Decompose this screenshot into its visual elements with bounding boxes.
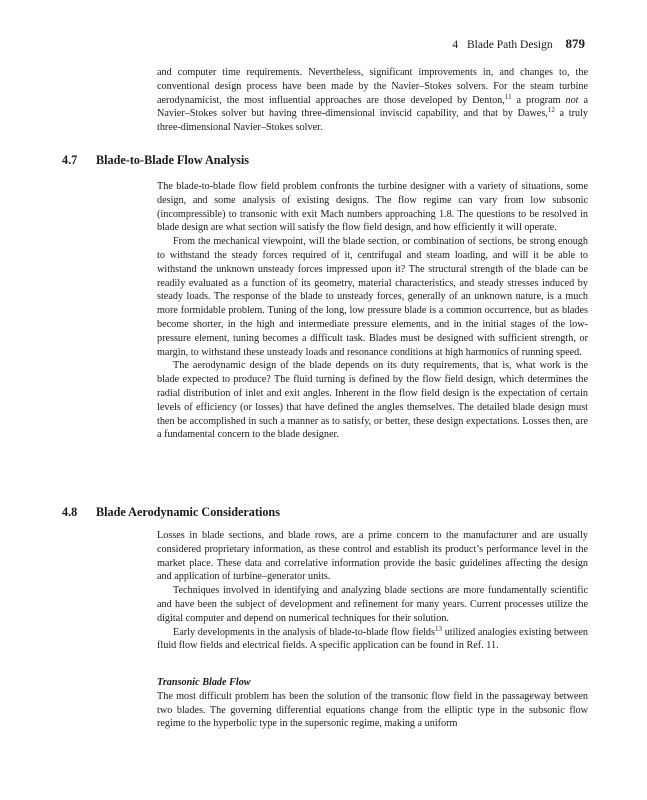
chapter-number: 4 <box>452 39 459 51</box>
paragraph: The aerodynamic design of the blade depends on its duty requirements, that is, what work is the blade expected to produce? The fluid turning is defined by the flow field design, which determines the radial distribution of inlet and exit angles. Inherent in the flow field design is the expectation of certain levels of efficiency (or losses) that have defined the angles themselves. The detailed blade design must then be accomplished in such a manner as to satisfy, or better, these design expectations. Losses then, are a fundamental concern to the blade designer. <box>157 360 588 441</box>
text: Early developments in the analysis of blade-to-blade flow fields <box>173 626 435 638</box>
section-number: 4.7 <box>62 153 78 167</box>
section-number: 4.8 <box>62 505 78 519</box>
reference-mark: 11 <box>504 92 512 101</box>
paragraph <box>157 626 588 654</box>
page-number: 879 <box>565 36 585 51</box>
subsection-heading: Transonic Blade Flow <box>157 677 251 688</box>
paragraph: The blade-to-blade flow field problem confronts the turbine designer with a variety of situations, some design, and some analysis of existing designs. The flow regime can vary from low subsonic (incompressible) to transonic with exit Mach numbers approaching 1.8. The questions to be resolved in blade design are what section will satisfy the flow field design, and how efficiently it will operate. <box>157 181 588 234</box>
reference-mark: 13 <box>435 624 442 633</box>
emphasis: not <box>565 94 579 106</box>
subsection <box>157 676 588 731</box>
running-head <box>452 36 585 52</box>
section-title: Blade Aerodynamic Considerations <box>96 505 280 519</box>
section-body <box>157 529 588 653</box>
text: a truly three-dimensional Navier–Stokes solver. <box>157 108 588 134</box>
text: a program <box>511 94 566 106</box>
section-heading <box>62 505 280 520</box>
paragraph: Techniques involved in identifying and analyzing blade sections are more fundamentally scientific and have been the subject of development and refinement for many years. Current processes utilize the digital computer and depend on numerical techniques for their solution. <box>157 585 588 624</box>
text: utilized analogies existing between fluid flow fields and electrical fields. A specific application can be found in Ref. 11. <box>157 626 588 652</box>
reference-mark: 12 <box>547 106 555 115</box>
paragraph <box>157 66 588 135</box>
paragraph: Losses in blade sections, and blade rows, are a prime concern to the manufacturer and are usually considered proprietary information, as these control and establish its product’s performance level in the market place. These data and correlative information provide the basic guidelines affecting the design and application of turbine–generator units. <box>157 530 588 583</box>
intro-paragraph <box>157 66 588 135</box>
paragraph: The most difficult problem has been the solution of the transonic flow field in the passageway between two blades. The governing differential equations change from the elliptic type in the subsonic flow regime to the hyperbolic type in the supersonic regime, making a uniform <box>157 690 588 730</box>
chapter-title: Blade Path Design <box>467 39 553 51</box>
section-heading <box>62 153 249 168</box>
section-body <box>157 180 588 442</box>
paragraph: From the mechanical viewpoint, will the blade section, or combination of sections, be strong enough to withstand the steady forces required of it, centrifugal and steam loading, and will it be able to withstand the unknown unsteady forces impressed upon it? The structural strength of the blade can be readily evaluated as a function of its geometry, material characteristics, and steady stresses induced by steady loads. The response of the blade to unsteady forces, generally of an unknown nature, is a much more formidable problem. Tuning of the long, low pressure blade is a common occurrence, but as blades become shorter, in the high and intermediate pressure elements, and in the initial stages of the low-pressure element, tuning becomes a difficult task. Blades must be designed with sufficient strength, or margin, to withstand these unsteady loads and resonance conditions at high harmonics of running speed. <box>157 236 588 358</box>
text: a Navier–Stokes solver but having three-dimensional inviscid capability, and that by Dawes, <box>157 94 588 120</box>
section-title: Blade-to-Blade Flow Analysis <box>96 153 250 167</box>
text: and computer time requirements. Nevertheless, significant improvements in, and changes to, the conventional design process have been made by the Navier–Stokes solvers. For the steam turbine aerodynamicist, the most influential approaches are those developed by Denton, <box>157 67 588 106</box>
